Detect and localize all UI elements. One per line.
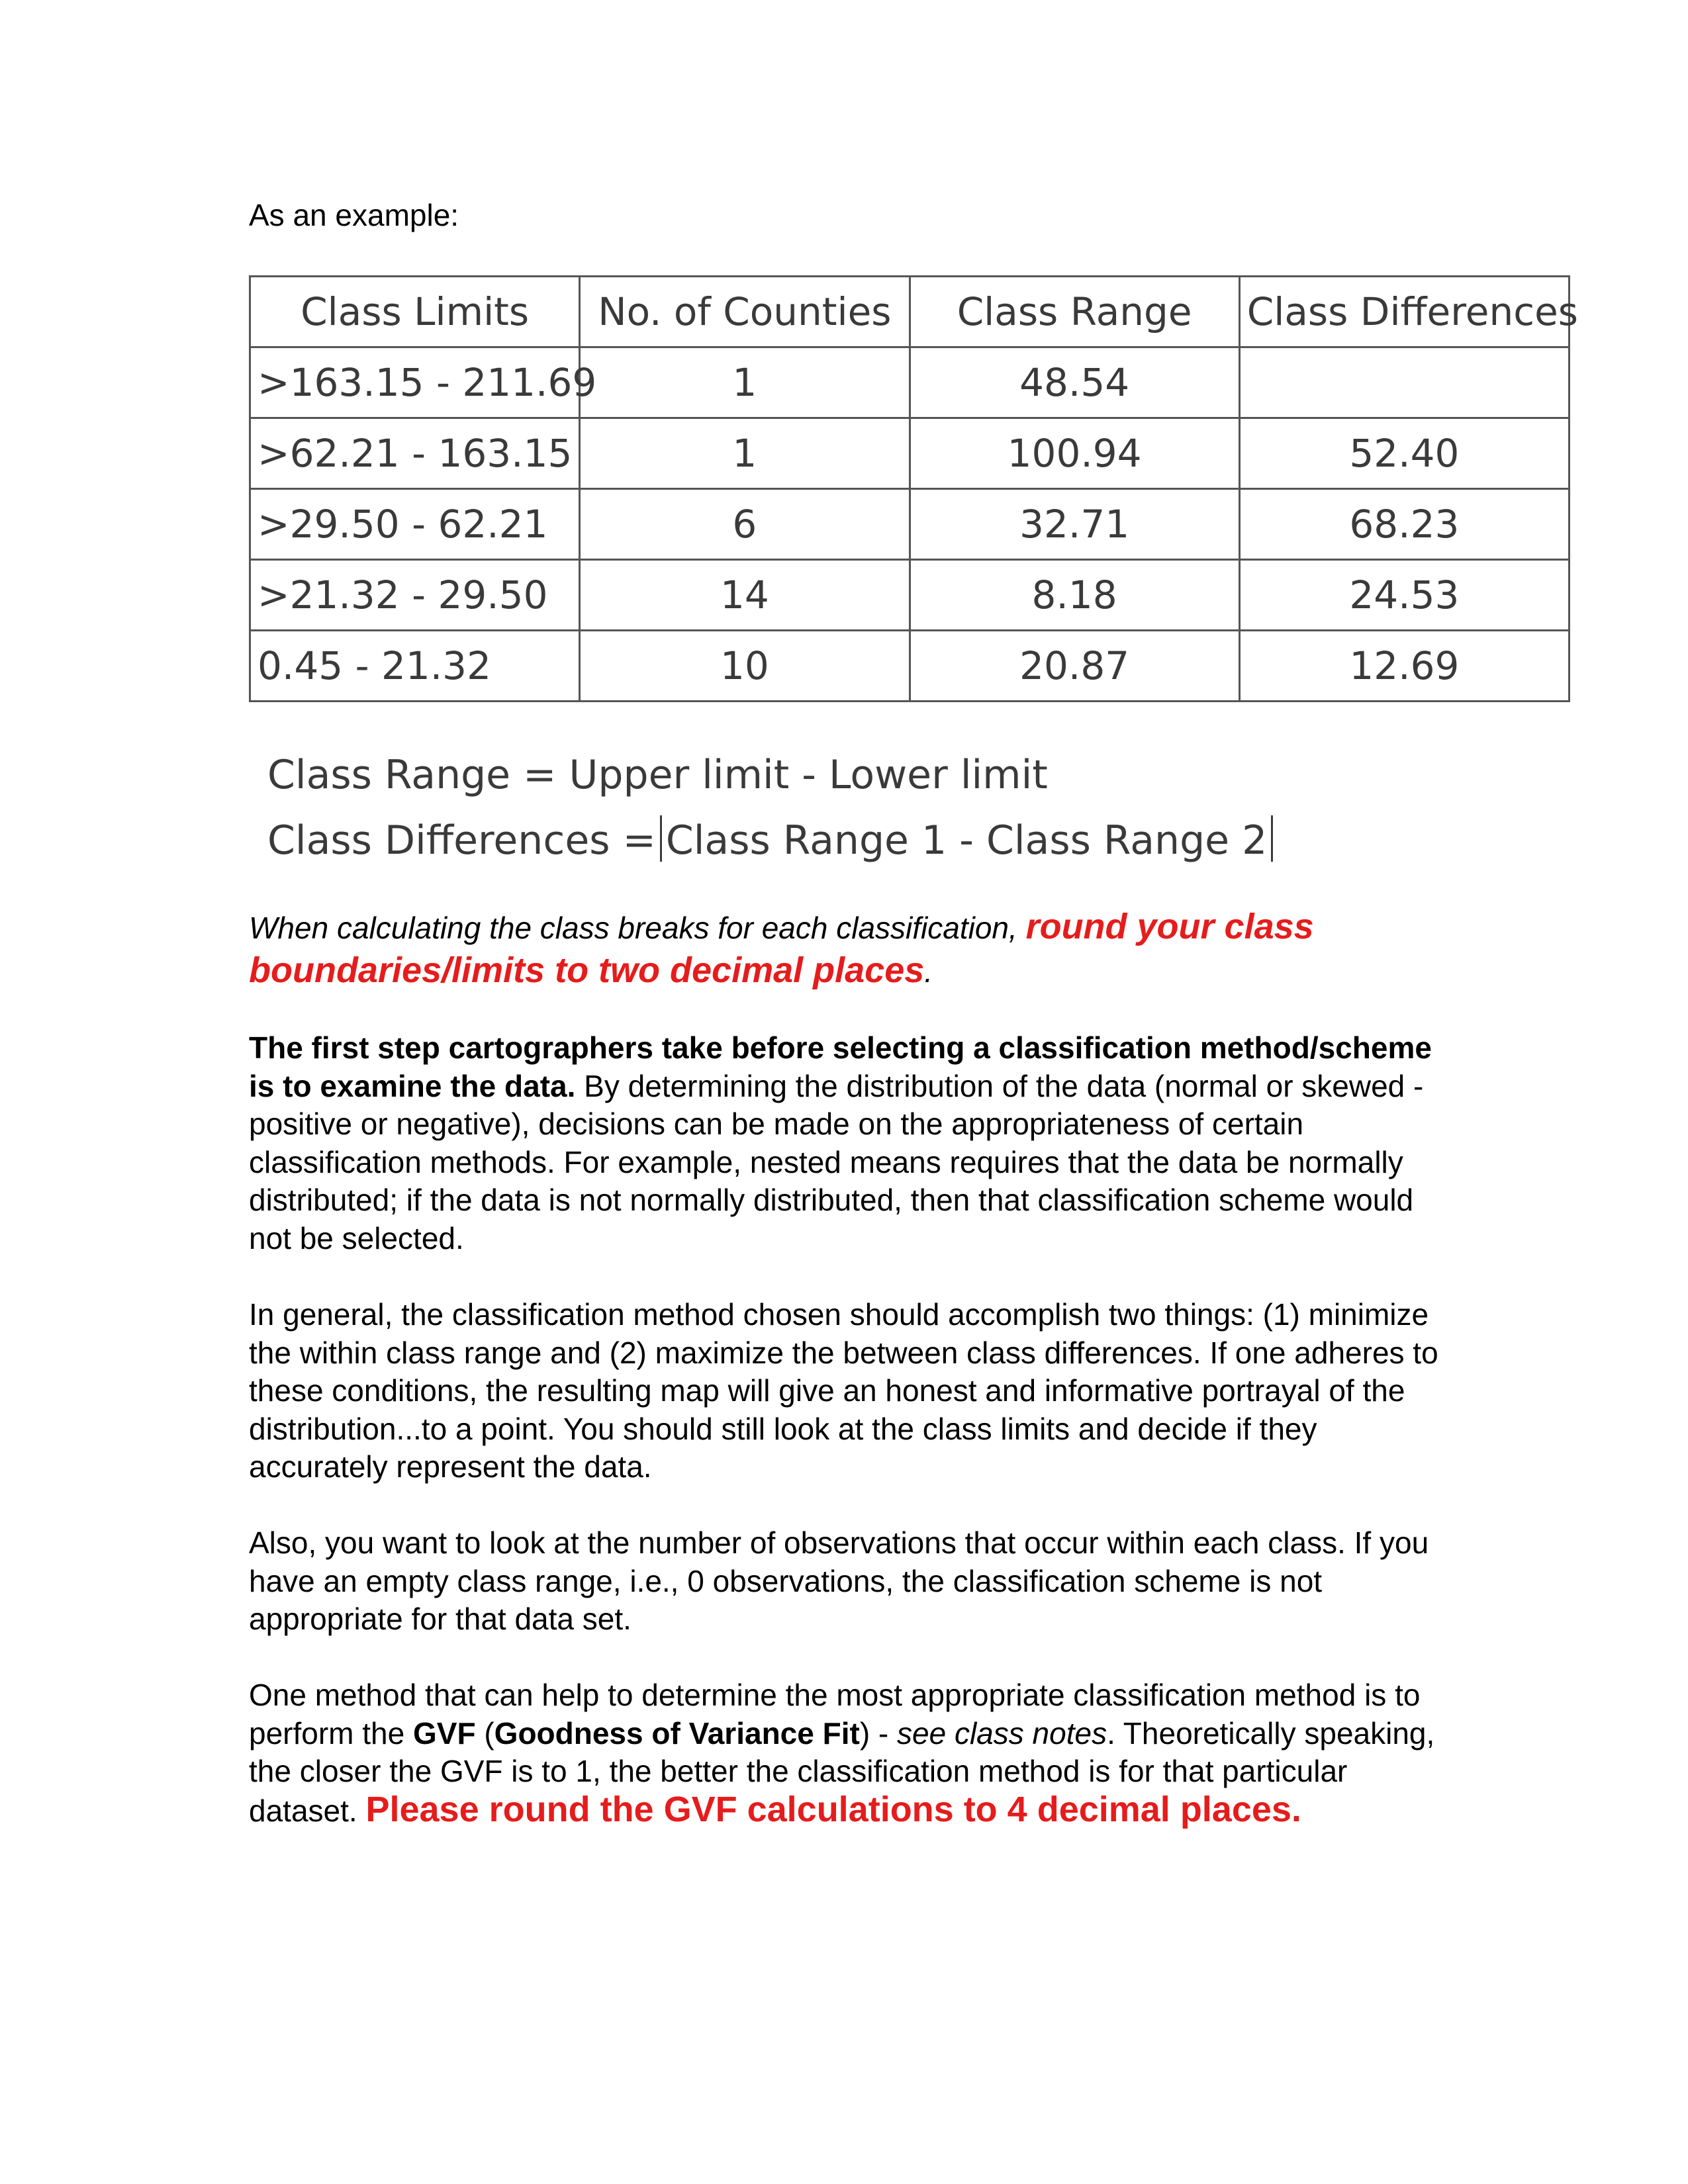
rounding-note-end: .: [924, 954, 933, 989]
counties-cell: 10: [580, 631, 910, 702]
class-limits-cell: >21.32 - 29.50: [250, 560, 580, 631]
class-difference-cell: 68.23: [1239, 489, 1569, 560]
class-limits-cell: >62.21 - 163.15: [250, 418, 580, 489]
class-difference-cell: 24.53: [1239, 560, 1569, 631]
gvf-text-a: One method that can help to determine the most appropriate classification method is to perform the: [249, 1678, 1421, 1751]
class-limits-cell: 0.45 - 21.32: [250, 631, 580, 702]
absolute-value-bar-right: [1271, 815, 1273, 862]
class-range-cell: 8.18: [910, 560, 1239, 631]
table-row: [250, 560, 1570, 631]
table-row: [250, 631, 1570, 702]
rounding-note-italic: When calculating the class breaks for each classification,: [249, 911, 1017, 945]
formula-expression: Class Range 1 - Class Range 2: [665, 817, 1268, 864]
gvf-paren-close: ) -: [859, 1715, 889, 1751]
paragraph-general: In general, the classification method chosen should accomplish two things: (1) minimize the within class range and (2) maximize the between class differences. If one adheres to these conditions, the resulting map will give an honest and informative portrayal of the distribution...to a point. You should still look at the class limits and decide if they accurately represent the data.: [249, 1297, 1438, 1484]
gvf-text-b: . Theoretically speaking, the closer the GVF is to 1, the better the classification method is for that particular dataset.: [249, 1715, 1435, 1828]
column-header: Class Limits: [250, 277, 580, 347]
absolute-value-bar-left: [660, 815, 662, 862]
formula-label: Class Differences =: [267, 817, 656, 864]
column-header: Class Differences: [1239, 277, 1569, 347]
table-row: [250, 418, 1570, 489]
gvf-full-name: Goodness of Variance Fit: [494, 1715, 860, 1751]
class-range-cell: 20.87: [910, 631, 1239, 702]
counties-cell: 1: [580, 347, 910, 418]
class-range-cell: 100.94: [910, 418, 1239, 489]
column-header: No. of Counties: [580, 277, 910, 347]
counties-cell: 1: [580, 418, 910, 489]
class-differences-formula: [267, 815, 1277, 864]
paragraph-gvf: [249, 1676, 1454, 1830]
table-row: [250, 489, 1570, 560]
table-row: [250, 347, 1570, 418]
paragraph-bold-lead: The first step cartographers take before selecting a classification method/scheme is to examine the data.: [249, 1030, 1432, 1103]
intro-text: As an example:: [249, 198, 459, 232]
class-difference-cell: [1239, 347, 1569, 418]
class-difference-cell: 52.40: [1239, 418, 1569, 489]
class-limits-cell: >29.50 - 62.21: [250, 489, 580, 560]
rounding-note: [249, 905, 1454, 993]
paragraph-examine-data: [249, 1029, 1454, 1257]
column-header: Class Range: [910, 277, 1239, 347]
class-range-formula: Class Range = Upper limit - Lower limit: [267, 752, 1048, 798]
paragraph-observations: Also, you want to look at the number of observations that occur within each class. If you have an empty class range, i.e., 0 observations, the classification scheme is not appropriate for that data set.: [249, 1525, 1429, 1636]
gvf-abbrev: GVF: [413, 1715, 476, 1751]
class-difference-cell: 12.69: [1239, 631, 1569, 702]
counties-cell: 6: [580, 489, 910, 560]
counties-cell: 14: [580, 560, 910, 631]
class-table: [249, 275, 1578, 702]
class-range-cell: 32.71: [910, 489, 1239, 560]
table-header-row: [250, 277, 1570, 347]
paragraph-body: By determining the distribution of the data (normal or skewed - positive or negative), decisions can be made on the appropriateness of certain classification methods. For example, nested means requires that the data be normally distributed; if the data is not normally distributed, then that classification scheme would not be selected.: [249, 1068, 1424, 1255]
gvf-see-notes: see class notes: [897, 1715, 1107, 1751]
class-range-cell: 48.54: [910, 347, 1239, 418]
gvf-paren-open: (: [484, 1715, 494, 1751]
gvf-rounding-highlight: Please round the GVF calculations to 4 decimal places.: [365, 1789, 1301, 1829]
class-limits-cell: >163.15 - 211.69: [250, 347, 580, 418]
rounding-note-highlight: round your class boundaries/limits to two decimal places: [249, 907, 1314, 990]
